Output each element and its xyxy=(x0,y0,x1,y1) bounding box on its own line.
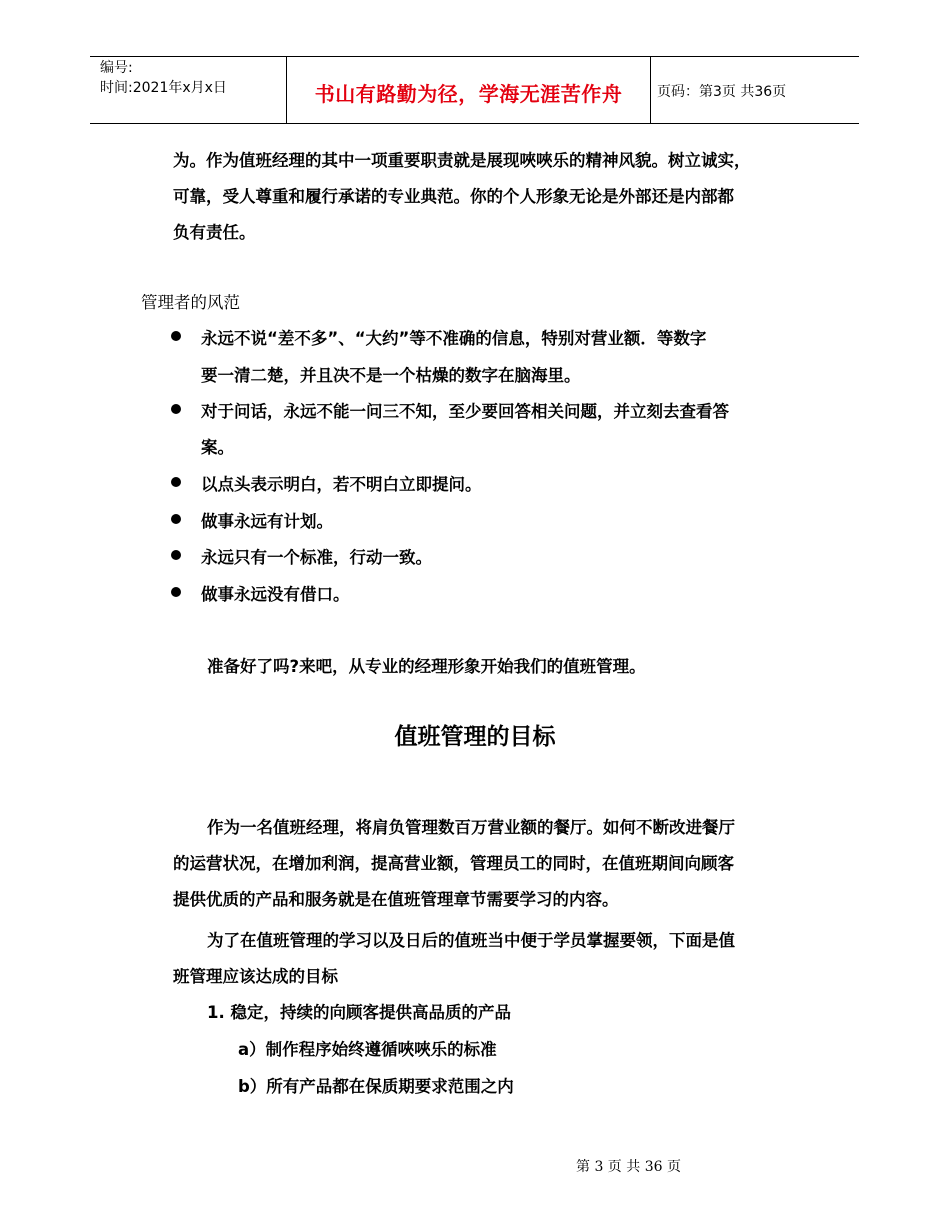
header-left-cell xyxy=(90,57,286,123)
time-label: 时间:2021年x月x日 xyxy=(100,80,227,96)
para1-line-1: 作为一名值班经理，将肩负管理数百万营业额的餐厅。如何不断改进餐厅 xyxy=(207,818,735,837)
para1-line-3: 提供优质的产品和服务就是在值班管理章节需要学习的内容。 xyxy=(173,890,619,909)
bullet-dot xyxy=(171,331,181,341)
bullet-1-line-2: 要一清二楚，并且决不是一个枯燥的数字在脑海里。 xyxy=(201,366,581,385)
bullet-dot xyxy=(171,550,181,560)
intro-line-3: 负有责任。 xyxy=(173,223,256,242)
header-right-cell xyxy=(649,57,859,123)
goal-1-sub-a: a）制作程序始终遵循唊唊乐的标准 xyxy=(238,1040,497,1059)
bullet-dot xyxy=(171,514,181,524)
manager-heading: 管理者的风范 xyxy=(141,293,240,312)
ready-text: 准备好了吗?来吧，从专业的经理形象开始我们的值班管理。 xyxy=(207,657,646,676)
section-title: 值班管理的目标 xyxy=(394,724,556,750)
bullet-1-line-1: 永远不说“差不多”、“大约”等不准确的信息，特别对营业额．等数字 xyxy=(201,329,707,348)
bullet-4: 做事永远有计划。 xyxy=(201,512,333,531)
goal-1: 1. 稳定，持续的向顾客提供高品质的产品 xyxy=(207,1003,511,1022)
bullet-dot xyxy=(171,587,181,597)
para2-line-1: 为了在值班管理的学习以及日后的值班当中便于学员掌握要领，下面是值 xyxy=(207,931,735,950)
intro-line-2: 可靠，受人尊重和履行承诺的专业典范。你的个人形象无论是外部还是内部都 xyxy=(173,187,734,206)
bullet-2-line-2: 案。 xyxy=(201,438,234,457)
bullet-5: 永远只有一个标准，行动一致。 xyxy=(201,548,432,567)
bullet-6: 做事永远没有借口。 xyxy=(201,585,350,604)
para2-line-2: 班管理应该达成的目标 xyxy=(173,967,338,986)
para1-line-2: 的运营状况，在增加利润，提高营业额，管理员工的同时，在值班期间向顾客 xyxy=(173,854,734,873)
bullet-2-line-1: 对于问话，永远不能一问三不知，至少要回答相关问题，并立刻去查看答 xyxy=(201,402,729,421)
header-center-cell xyxy=(286,57,651,123)
number-label: 编号: xyxy=(100,60,133,76)
page-header xyxy=(90,56,859,124)
bullet-dot xyxy=(171,404,181,414)
goal-1-sub-b: b）所有产品都在保质期要求范围之内 xyxy=(238,1077,514,1096)
header-page-info: 页码：第3页 共36页 xyxy=(657,84,787,100)
page-footer: 第 3 页 共 36 页 xyxy=(576,1159,681,1175)
header-motto: 书山有路勤为径，学海无涯苦作舟 xyxy=(314,82,623,106)
bullet-3: 以点头表示明白，若不明白立即提问。 xyxy=(201,475,482,494)
bullet-dot xyxy=(171,477,181,487)
intro-line-1: 为。作为值班经理的其中一项重要职责就是展现唊唊乐的精神风貌。树立诚实， xyxy=(173,151,751,170)
